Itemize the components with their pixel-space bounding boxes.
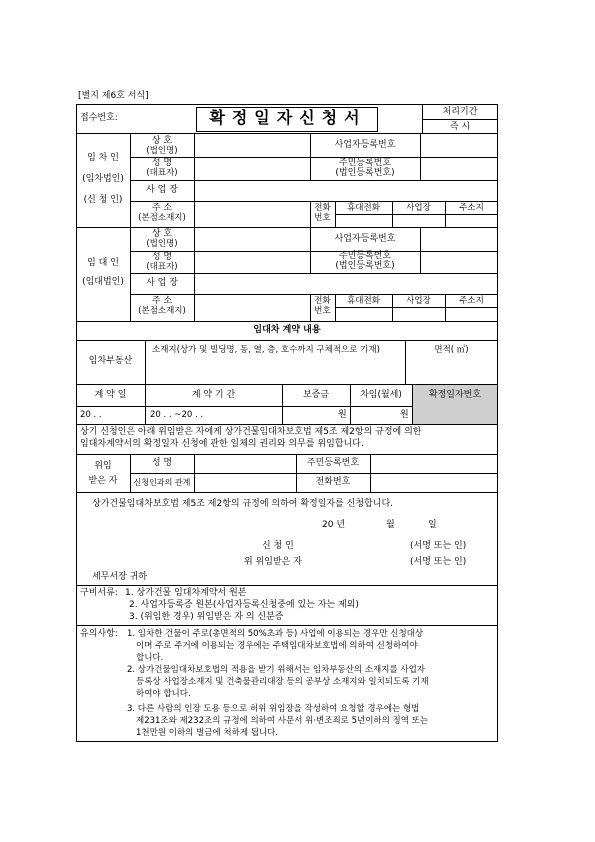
lessor-phone-label: 전화 <box>314 296 331 306</box>
lessor-hq-sub: (본점소재지) <box>138 306 186 316</box>
note-2-line-2: 등록상 사업장소재지 및 건축물관리대장 등의 공부상 소재지와 일치되도록 기재 <box>136 677 429 687</box>
required-doc-3: 3. (위임한 경우) 위임받은 자 의 신분증 <box>129 612 284 622</box>
lessee-mobile-label: 휴대전화 <box>347 203 380 213</box>
application-statement: 상가건물임대차보호법 제5조 제2항의 규정에 의하여 확정일자를 신청합니다. <box>92 499 393 509</box>
processing-period-label: 처리기간 <box>442 107 478 117</box>
lessee-corp-label: (임차법인) <box>82 174 124 184</box>
lessor-bizplace-phone-label: 사업장 <box>406 296 431 306</box>
lessor-label: 임 대 인 <box>87 258 119 268</box>
note-2-line-1: 2. 상가건물임대차보호법의 적용을 받기 위해서는 임차부동산의 소재지를 사업자 <box>127 665 425 675</box>
deposit-label: 보증금 <box>302 390 330 400</box>
notes-label: 유의사항: <box>80 629 118 639</box>
property-location-label: 소재지(상가 및 빌딩명, 동, 열, 층, 호수까지 구체적으로 기재) <box>152 345 380 355</box>
lessor-residence-phone-label: 주소지 <box>459 296 484 306</box>
lessee-address-label: 주 소 <box>151 203 173 213</box>
note-1-line-3: 합니다. <box>136 653 164 663</box>
lessee-trade-name-label: 상 호 <box>151 136 173 146</box>
application-year: 20 년 <box>322 520 346 530</box>
lessee-biz-reg-label: 사업자등록번호 <box>334 140 396 150</box>
lessee-hq-sub: (본점소재지) <box>138 213 186 223</box>
delegate-signature-label: 위 위임받은 자 <box>244 557 302 567</box>
lessor-corp-name-sub: (법인명) <box>146 239 178 249</box>
lessee-business-place-label: 사 업 장 <box>146 185 178 195</box>
lessee-rep-sub: (대표자) <box>146 168 178 178</box>
applicant-signature-label: 신 청 인 <box>262 541 294 551</box>
property-area-label: 면적( ㎡) <box>434 345 469 355</box>
lessee-bizplace-phone-label: 사업장 <box>406 203 431 213</box>
required-doc-1: 1. 상가건물 임대차계약서 원본 <box>125 588 247 598</box>
delegate-resident-no-label: 주민등록번호 <box>306 458 360 468</box>
note-3-line-1: 3. 다른 사람의 인장 도용 등으로 허위 위임장을 작성하여 요청할 경우에는 형법 <box>127 704 420 714</box>
monthly-rent-label: 차임(월세) <box>360 390 402 400</box>
lessor-corp-reg-label: (법인등록번호) <box>335 261 395 271</box>
applicant-label: (신 청 인) <box>83 195 123 205</box>
note-3-line-3: 1천만원 이하의 벌금에 처하게 됩니다. <box>136 728 279 738</box>
required-doc-2: 2. 사업자등록증 원본(사업자등록신청중에 있는 자는 제외) <box>129 600 359 610</box>
lessor-name-label: 성 명 <box>151 252 173 262</box>
applicant-sign-hint: (서명 또는 인) <box>410 541 467 551</box>
contract-period-value[interactable]: 20 . . ~20 . . <box>150 410 204 420</box>
lease-section-title: 임대차 계약 내용 <box>253 325 321 335</box>
delegate-label-1: 위임 <box>94 461 112 471</box>
lessee-name-label: 성 명 <box>151 158 173 168</box>
note-3-line-2: 제231조와 제232조의 규정에 의하여 사문서 위·변조죄로 5년이하의 징역 또는 <box>136 716 429 726</box>
delegate-name-label: 성 명 <box>151 458 173 468</box>
lessor-phone-label-2: 번호 <box>314 306 331 316</box>
contract-date-label: 계 약 일 <box>94 390 127 400</box>
application-day: 일 <box>428 520 437 530</box>
lessor-resident-label: 주민등록번호 <box>338 251 392 261</box>
fixed-date-number-label: 확정일자번호 <box>428 390 482 400</box>
lessee-resident-label: 주민등록번호 <box>338 158 392 168</box>
lessee-corp-reg-label: (법인등록번호) <box>335 168 395 178</box>
rent-unit: 원 <box>400 410 409 420</box>
lessee-corp-name-sub: (법인명) <box>146 146 178 156</box>
contract-date-value[interactable]: 20 . . <box>80 410 102 420</box>
lessor-corp-label: (임대법인) <box>82 277 124 287</box>
lessor-business-place-label: 사 업 장 <box>146 278 178 288</box>
leased-property-label: 임차부동산 <box>88 356 133 366</box>
lessee-phone-label-2: 번호 <box>314 213 331 223</box>
lessee-residence-phone-label: 주소지 <box>459 203 484 213</box>
note-2-line-3: 하여야 합니다. <box>136 689 191 699</box>
form-reference: [별지 제6호 서식] <box>78 91 149 101</box>
contract-period-label: 계 약 기 간 <box>191 390 236 400</box>
lessor-biz-reg-label: 사업자등록번호 <box>334 234 396 244</box>
note-1-line-1: 1. 임차한 건물이 주로(총면적의 50%초과 등) 사업에 이용되는 경우만 신청대상 <box>127 629 424 639</box>
lessee-label: 임 차 인 <box>87 153 119 163</box>
required-docs-label: 구비서류: <box>80 588 118 598</box>
delegate-label-2: 받은 자 <box>88 476 118 486</box>
form-title: 확정일자신청서 <box>209 108 367 127</box>
lessor-rep-sub: (대표자) <box>146 262 178 272</box>
delegate-sign-hint: (서명 또는 인) <box>410 557 467 567</box>
note-1-line-2: 이며 주로 주거에 이용되는 경우에는 주택임대차보호법에 의하여 신청하여야 <box>136 641 418 651</box>
deposit-unit: 원 <box>338 410 347 420</box>
delegation-text-1: 상기 신청인은 아래 위임받은 자에게 상가건물임대차보호법 제5조 제2항의 규정에 의한 <box>80 427 422 437</box>
delegate-relation-label: 신청인과의 관계 <box>133 478 191 487</box>
delegate-phone-label: 전화번호 <box>315 477 351 487</box>
lessor-address-label: 주 소 <box>151 296 173 306</box>
delegation-text-2: 임대차계약서의 확정일자 신청에 관한 일체의 권리와 의무를 위임합니다. <box>80 439 364 449</box>
lessee-phone-label: 전화 <box>314 203 331 213</box>
lessor-mobile-label: 휴대전화 <box>347 296 380 306</box>
receipt-number-label: 접수번호: <box>80 113 118 123</box>
application-month: 월 <box>386 520 395 530</box>
addressee: 세무서장 귀하 <box>92 572 148 582</box>
processing-period-value: 즉 시 <box>449 122 471 132</box>
lessor-trade-name-label: 상 호 <box>151 229 173 239</box>
